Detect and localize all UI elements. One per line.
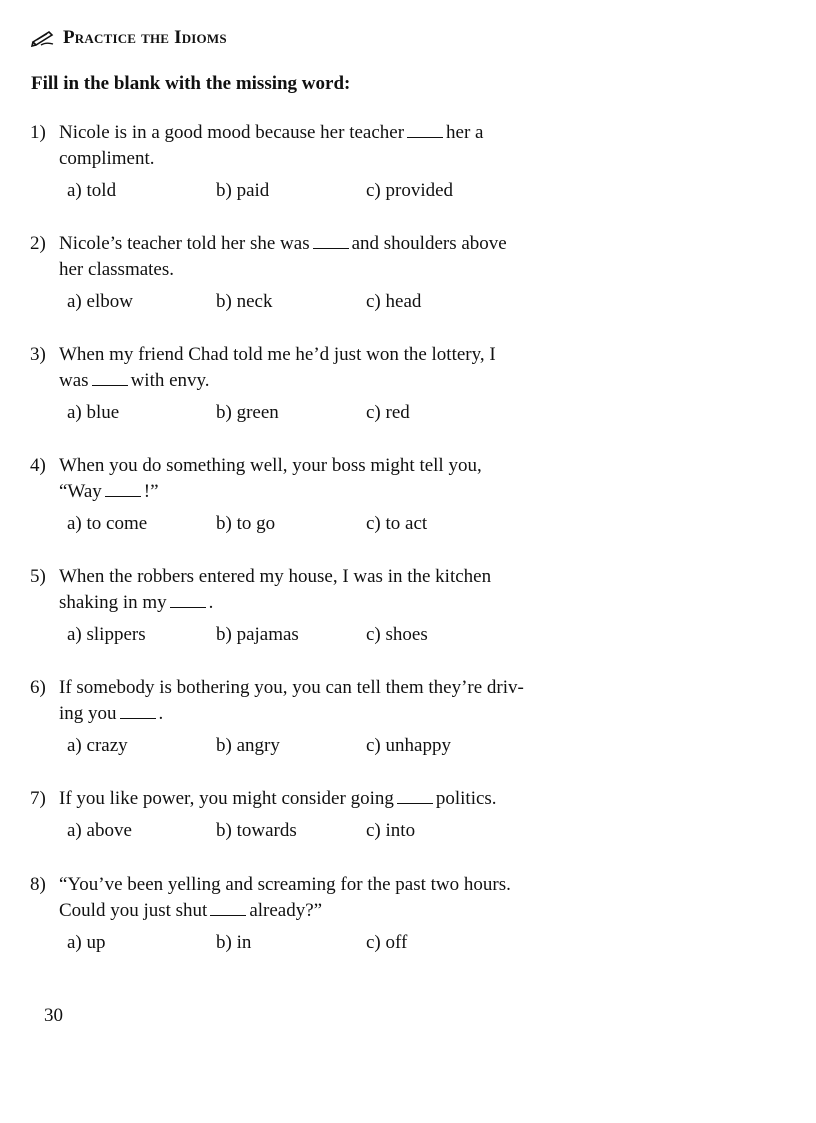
- question-number: 5): [30, 566, 46, 587]
- answer-blank: [105, 482, 141, 497]
- stem-text: was: [59, 370, 89, 391]
- instruction-text: Fill in the blank with the missing word:: [31, 73, 351, 94]
- stem-text: Nicole’s teacher told her she was: [59, 233, 310, 254]
- stem-text: politics.: [435, 788, 497, 809]
- stem-text: her a: [446, 122, 484, 143]
- stem-text: already?”: [249, 900, 323, 921]
- question-3: [30, 342, 590, 428]
- answer-blank: [210, 901, 246, 916]
- stem-text: with envy.: [130, 370, 210, 391]
- question-number: 3): [30, 344, 46, 365]
- question-2: [30, 231, 590, 317]
- question-number: 2): [30, 233, 46, 254]
- question-stem: [30, 231, 590, 283]
- option-c: c) provided: [366, 180, 454, 201]
- stem-text: .: [208, 592, 214, 613]
- question-6: [30, 675, 590, 761]
- option-b: b) in: [216, 932, 252, 953]
- question-stem: [30, 786, 590, 812]
- option-b: b) green: [216, 402, 279, 423]
- option-b: b) paid: [216, 180, 270, 201]
- answer-options: [30, 624, 590, 650]
- option-a: a) told: [67, 180, 117, 201]
- option-c: c) shoes: [366, 624, 428, 645]
- question-4: [30, 453, 590, 539]
- section-header: [31, 27, 227, 49]
- question-number: 1): [30, 122, 46, 143]
- option-a: a) crazy: [67, 735, 128, 756]
- stem-text: !”: [143, 481, 159, 502]
- stem-text: When my friend Chad told me he’d just won the lottery, I: [59, 344, 496, 365]
- answer-blank: [407, 123, 443, 138]
- question-number: 6): [30, 677, 46, 698]
- stem-text: If somebody is bothering you, you can tell them they’re driv-: [59, 677, 524, 698]
- answer-options: [30, 932, 590, 958]
- question-number: 7): [30, 788, 46, 809]
- stem-text: “You’ve been yelling and screaming for the past two hours.: [59, 874, 511, 895]
- question-1: [30, 120, 590, 206]
- option-c: c) head: [366, 291, 422, 312]
- option-c: c) into: [366, 820, 416, 841]
- answer-blank: [397, 789, 433, 804]
- stem-text: .: [158, 703, 164, 724]
- stem-text: “Way: [59, 481, 102, 502]
- option-a: a) up: [67, 932, 106, 953]
- answer-options: [30, 735, 590, 761]
- option-a: a) to come: [67, 513, 148, 534]
- option-b: b) towards: [216, 820, 297, 841]
- question-stem: [30, 453, 590, 505]
- stem-text: Nicole is in a good mood because her teacher: [59, 122, 405, 143]
- option-a: a) elbow: [67, 291, 133, 312]
- option-b: b) angry: [216, 735, 280, 756]
- question-5: [30, 564, 590, 650]
- pencil-writing-icon: [31, 29, 55, 47]
- answer-blank: [120, 704, 156, 719]
- question-stem: [30, 872, 590, 924]
- answer-options: [30, 513, 590, 539]
- option-c: c) off: [366, 932, 408, 953]
- question-8: [30, 872, 590, 958]
- question-stem: [30, 564, 590, 616]
- stem-text: and shoulders above: [351, 233, 507, 254]
- question-7: [30, 786, 590, 846]
- question-number: 4): [30, 455, 46, 476]
- answer-options: [30, 180, 590, 206]
- answer-blank: [92, 371, 128, 386]
- stem-text: If you like power, you might consider going: [59, 788, 394, 809]
- stem-text: When the robbers entered my house, I was in the kitchen: [59, 566, 492, 587]
- option-a: a) blue: [67, 402, 120, 423]
- option-b: b) pajamas: [216, 624, 299, 645]
- option-b: b) neck: [216, 291, 273, 312]
- question-number: 8): [30, 874, 46, 895]
- question-stem: [30, 342, 590, 394]
- question-stem: [30, 120, 590, 172]
- option-c: c) red: [366, 402, 410, 423]
- stem-text: her classmates.: [59, 259, 175, 280]
- stem-text: When you do something well, your boss might tell you,: [59, 455, 482, 476]
- answer-options: [30, 291, 590, 317]
- answer-blank: [170, 593, 206, 608]
- option-b: b) to go: [216, 513, 276, 534]
- answer-options: [30, 820, 590, 846]
- stem-text: ing you: [59, 703, 117, 724]
- option-a: a) above: [67, 820, 132, 841]
- option-c: c) to act: [366, 513, 428, 534]
- option-a: a) slippers: [67, 624, 146, 645]
- section-title: Practice the Idioms: [63, 27, 227, 48]
- answer-blank: [313, 234, 349, 249]
- option-c: c) unhappy: [366, 735, 451, 756]
- stem-text: shaking in my: [59, 592, 167, 613]
- stem-text: Could you just shut: [59, 900, 208, 921]
- stem-text: compliment.: [59, 148, 155, 169]
- answer-options: [30, 402, 590, 428]
- page-number: 30: [44, 1005, 63, 1026]
- question-stem: [30, 675, 590, 727]
